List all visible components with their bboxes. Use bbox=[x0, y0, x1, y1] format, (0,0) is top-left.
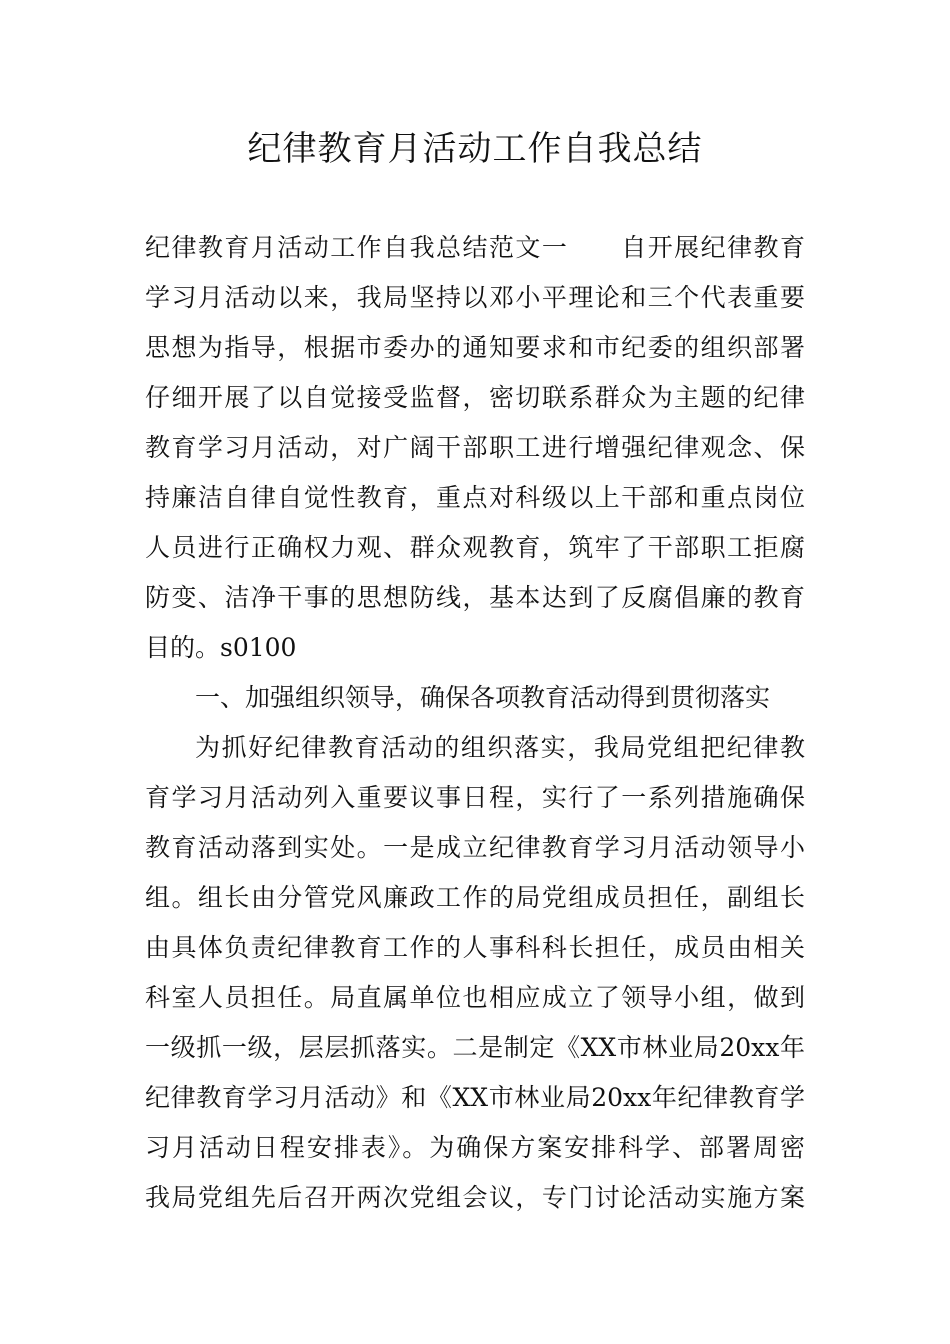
document-title: 纪律教育月活动工作自我总结 bbox=[247, 129, 703, 169]
body-line: 一级抓一级，层层抓落实。二是制定《XX市林业局20xx年 bbox=[145, 1033, 805, 1062]
body-line: 组。组长由分管党风廉政工作的局党组成员担任，副组长 bbox=[145, 883, 805, 912]
body-line: 思想为指导，根据市委办的通知要求和市纪委的组织部署 bbox=[145, 333, 805, 362]
body-line: 持廉洁自律自觉性教育，重点对科级以上干部和重点岗位 bbox=[145, 483, 805, 512]
body-line: 育学习月活动列入重要议事日程，实行了一系列措施确保 bbox=[145, 783, 805, 812]
body-line: 由具体负责纪律教育工作的人事科科长担任，成员由相关 bbox=[145, 933, 805, 962]
section-heading: 一、加强组织领导，确保各项教育活动得到贯彻落实 bbox=[195, 683, 771, 712]
body-line: 防变、洁净干事的思想防线，基本达到了反腐倡廉的教育 bbox=[145, 583, 805, 612]
body-line: 纪律教育月活动工作自我总结范文一 自开展纪律教育 bbox=[145, 233, 805, 262]
body-line: 教育活动落到实处。一是成立纪律教育学习月活动领导小 bbox=[145, 833, 805, 862]
body-line: 纪律教育学习月活动》和《XX市林业局20xx年纪律教育学 bbox=[145, 1083, 805, 1112]
body-line: 习月活动日程安排表》。为确保方案安排科学、部署周密 bbox=[145, 1133, 805, 1162]
body-line: 学习月活动以来，我局坚持以邓小平理论和三个代表重要 bbox=[145, 283, 805, 312]
body-line: 为抓好纪律教育活动的组织落实，我局党组把纪律教 bbox=[195, 733, 805, 762]
body-line: 我局党组先后召开两次党组会议，专门讨论活动实施方案 bbox=[145, 1183, 805, 1212]
body-line: 科室人员担任。局直属单位也相应成立了领导小组，做到 bbox=[145, 983, 805, 1012]
body-line: 人员进行正确权力观、群众观教育，筑牢了干部职工拒腐 bbox=[145, 533, 805, 562]
body-line: 仔细开展了以自觉接受监督，密切联系群众为主题的纪律 bbox=[145, 383, 805, 412]
body-line: 教育学习月活动，对广阔干部职工进行增强纪律观念、保 bbox=[145, 433, 805, 462]
body-line: 目的。s0100 bbox=[145, 633, 297, 662]
